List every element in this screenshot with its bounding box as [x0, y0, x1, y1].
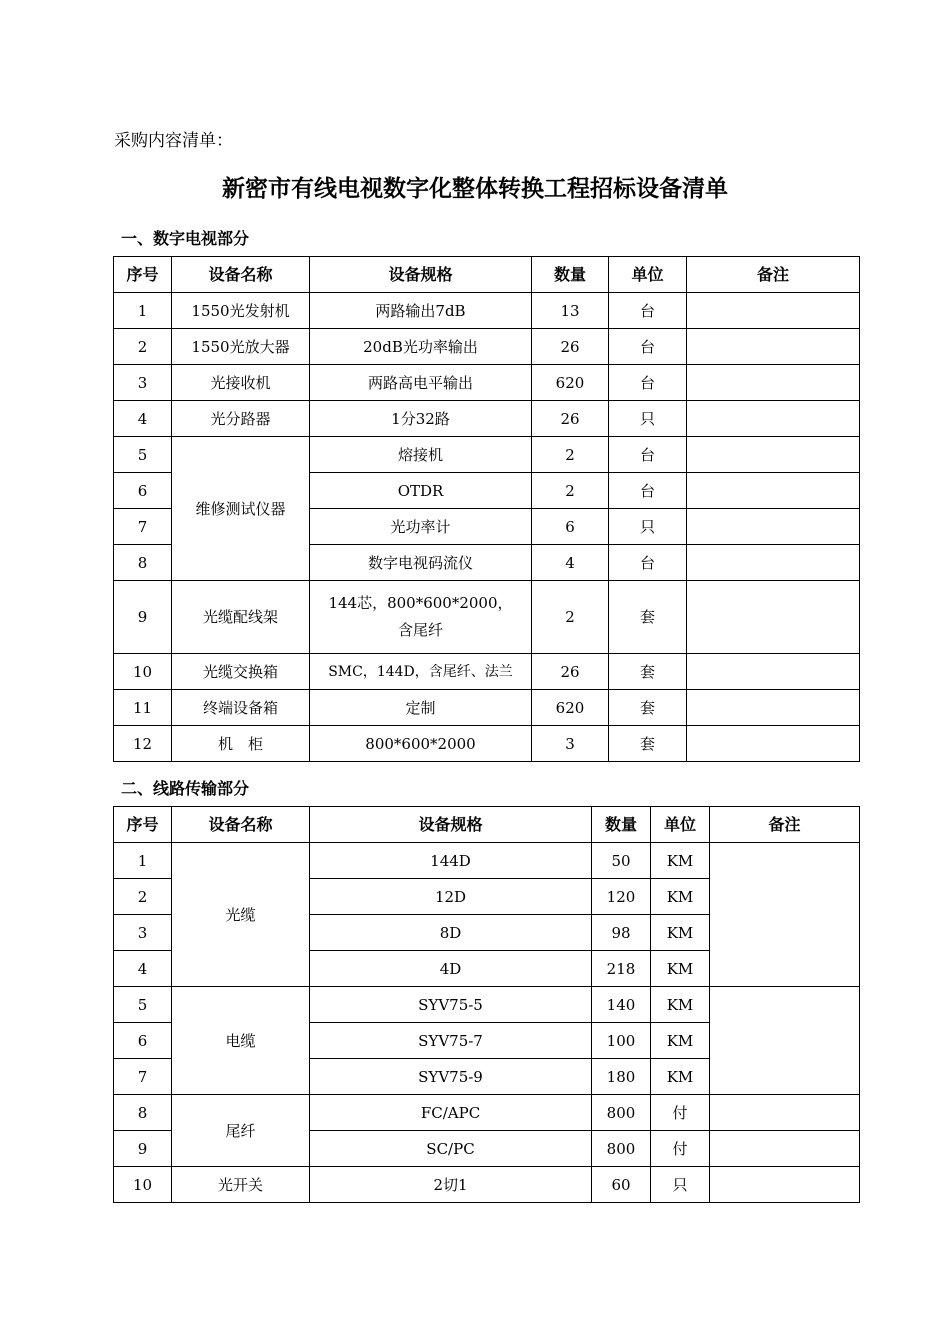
cell-spec: SYV75-9 — [310, 1059, 592, 1095]
cell-qty: 180 — [592, 1059, 651, 1095]
cell-qty: 3 — [532, 726, 609, 762]
cell-no: 11 — [114, 690, 172, 726]
cell-unit: 付 — [651, 1095, 710, 1131]
cell-spec: 光功率计 — [310, 509, 532, 545]
cell-unit: KM — [651, 987, 710, 1023]
table-header-row — [114, 257, 860, 293]
table-row — [114, 987, 860, 1023]
cell-note-merged — [710, 987, 860, 1095]
table-row — [114, 365, 860, 401]
cell-unit: 台 — [609, 293, 687, 329]
cell-no: 8 — [114, 1095, 172, 1131]
cell-note — [710, 1095, 860, 1131]
cell-name-merged: 维修测试仪器 — [172, 437, 310, 581]
cell-no: 1 — [114, 293, 172, 329]
table-row — [114, 690, 860, 726]
cell-no: 5 — [114, 437, 172, 473]
cell-no: 4 — [114, 401, 172, 437]
cell-no: 10 — [114, 1167, 172, 1203]
cell-unit: 台 — [609, 545, 687, 581]
cell-spec: 定制 — [310, 690, 532, 726]
cell-qty: 140 — [592, 987, 651, 1023]
cell-qty: 2 — [532, 437, 609, 473]
cell-unit: 台 — [609, 365, 687, 401]
cell-qty: 26 — [532, 401, 609, 437]
cell-note — [687, 509, 860, 545]
cell-spec: 20dB光功率输出 — [310, 329, 532, 365]
cell-spec: FC/APC — [310, 1095, 592, 1131]
cell-name: 光缆交换箱 — [172, 654, 310, 690]
cell-spec: SMC，144D，含尾纤、法兰 — [310, 654, 532, 690]
cell-spec: 4D — [310, 951, 592, 987]
cell-no: 1 — [114, 843, 172, 879]
cell-note — [687, 329, 860, 365]
table-row — [114, 293, 860, 329]
table-row — [114, 1167, 860, 1203]
header-name: 设备名称 — [172, 807, 310, 843]
header-note: 备注 — [710, 807, 860, 843]
digital-tv-table — [113, 256, 860, 762]
cell-note — [687, 401, 860, 437]
cell-name-merged: 尾纤 — [172, 1095, 310, 1167]
cell-unit: KM — [651, 843, 710, 879]
cell-note — [687, 581, 860, 654]
cell-qty: 2 — [532, 581, 609, 654]
cell-note — [687, 726, 860, 762]
cell-unit: 套 — [609, 654, 687, 690]
cell-note — [710, 1131, 860, 1167]
cell-unit: 套 — [609, 690, 687, 726]
cell-no: 3 — [114, 915, 172, 951]
table-row — [114, 1095, 860, 1131]
header-qty: 数量 — [532, 257, 609, 293]
cell-qty: 800 — [592, 1131, 651, 1167]
cell-unit: 台 — [609, 437, 687, 473]
cell-qty: 100 — [592, 1023, 651, 1059]
table-row — [114, 581, 860, 654]
cell-qty: 26 — [532, 654, 609, 690]
header-note: 备注 — [687, 257, 860, 293]
header-spec: 设备规格 — [310, 257, 532, 293]
cell-no: 7 — [114, 509, 172, 545]
cell-name: 机 柜 — [172, 726, 310, 762]
cell-no: 5 — [114, 987, 172, 1023]
cell-unit: 只 — [651, 1167, 710, 1203]
cell-name: 光缆配线架 — [172, 581, 310, 654]
cell-note — [687, 545, 860, 581]
cell-unit: 付 — [651, 1131, 710, 1167]
section1-heading: 一、数字电视部分 — [121, 229, 250, 248]
cell-note — [687, 365, 860, 401]
cell-unit: KM — [651, 1023, 710, 1059]
header-no: 序号 — [114, 257, 172, 293]
line-transmission-table — [113, 806, 860, 1203]
cell-qty: 13 — [532, 293, 609, 329]
cell-spec: 800*600*2000 — [310, 726, 532, 762]
cell-no: 7 — [114, 1059, 172, 1095]
table-header-row — [114, 807, 860, 843]
cell-no: 9 — [114, 581, 172, 654]
cell-name: 终端设备箱 — [172, 690, 310, 726]
cell-qty: 50 — [592, 843, 651, 879]
cell-qty: 800 — [592, 1095, 651, 1131]
cell-name: 1550光放大器 — [172, 329, 310, 365]
page-title: 新密市有线电视数字化整体转换工程招标设备清单 — [222, 175, 728, 202]
cell-unit: 只 — [609, 401, 687, 437]
cell-qty: 2 — [532, 473, 609, 509]
cell-spec: 两路高电平输出 — [310, 365, 532, 401]
cell-qty: 98 — [592, 915, 651, 951]
cell-name: 光分路器 — [172, 401, 310, 437]
cell-spec: OTDR — [310, 473, 532, 509]
cell-note — [687, 473, 860, 509]
cell-unit: KM — [651, 915, 710, 951]
cell-no: 6 — [114, 1023, 172, 1059]
cell-spec-multiline — [310, 581, 532, 654]
cell-spec: 熔接机 — [310, 437, 532, 473]
cell-spec: SYV75-7 — [310, 1023, 592, 1059]
cell-unit: 只 — [609, 509, 687, 545]
header-unit: 单位 — [609, 257, 687, 293]
header-spec: 设备规格 — [310, 807, 592, 843]
cell-unit: 台 — [609, 329, 687, 365]
cell-spec: 两路输出7dB — [310, 293, 532, 329]
cell-spec: SYV75-5 — [310, 987, 592, 1023]
header-qty: 数量 — [592, 807, 651, 843]
cell-note-merged — [710, 843, 860, 987]
table-row — [114, 329, 860, 365]
cell-no: 9 — [114, 1131, 172, 1167]
cell-name: 光开关 — [172, 1167, 310, 1203]
cell-no: 4 — [114, 951, 172, 987]
cell-unit: 套 — [609, 726, 687, 762]
cell-name: 光接收机 — [172, 365, 310, 401]
table-row — [114, 843, 860, 879]
cell-no: 12 — [114, 726, 172, 762]
cell-note — [710, 1167, 860, 1203]
cell-unit: KM — [651, 951, 710, 987]
cell-no: 2 — [114, 879, 172, 915]
cell-no: 8 — [114, 545, 172, 581]
cell-qty: 60 — [592, 1167, 651, 1203]
cell-spec: 2切1 — [310, 1167, 592, 1203]
spec-line-2: 含尾纤 — [397, 621, 443, 639]
cell-name-merged: 光缆 — [172, 843, 310, 987]
section2-heading: 二、线路传输部分 — [121, 779, 250, 798]
table-row — [114, 654, 860, 690]
cell-qty: 120 — [592, 879, 651, 915]
cell-unit: KM — [651, 879, 710, 915]
cell-unit: KM — [651, 1059, 710, 1095]
cell-qty: 6 — [532, 509, 609, 545]
cell-note — [687, 437, 860, 473]
header-name: 设备名称 — [172, 257, 310, 293]
table-row — [114, 437, 860, 473]
cell-spec: 8D — [310, 915, 592, 951]
table-row — [114, 726, 860, 762]
cell-spec: 144D — [310, 843, 592, 879]
cell-spec: SC/PC — [310, 1131, 592, 1167]
header-unit: 单位 — [651, 807, 710, 843]
cell-name: 1550光发射机 — [172, 293, 310, 329]
cell-qty: 620 — [532, 690, 609, 726]
cell-spec: 1分32路 — [310, 401, 532, 437]
cell-no: 3 — [114, 365, 172, 401]
spec-line-1: 144芯，800*600*2000， — [328, 594, 513, 612]
cell-note — [687, 293, 860, 329]
cell-name-merged: 电缆 — [172, 987, 310, 1095]
table-row — [114, 401, 860, 437]
header-no: 序号 — [114, 807, 172, 843]
cell-note — [687, 690, 860, 726]
cell-no: 10 — [114, 654, 172, 690]
cell-qty: 218 — [592, 951, 651, 987]
cell-qty: 620 — [532, 365, 609, 401]
cell-spec: 数字电视码流仪 — [310, 545, 532, 581]
cell-unit: 台 — [609, 473, 687, 509]
cell-note — [687, 654, 860, 690]
cell-qty: 4 — [532, 545, 609, 581]
cell-no: 6 — [114, 473, 172, 509]
intro-text: 采购内容清单： — [114, 131, 233, 151]
cell-unit: 套 — [609, 581, 687, 654]
cell-spec: 12D — [310, 879, 592, 915]
cell-no: 2 — [114, 329, 172, 365]
cell-qty: 26 — [532, 329, 609, 365]
